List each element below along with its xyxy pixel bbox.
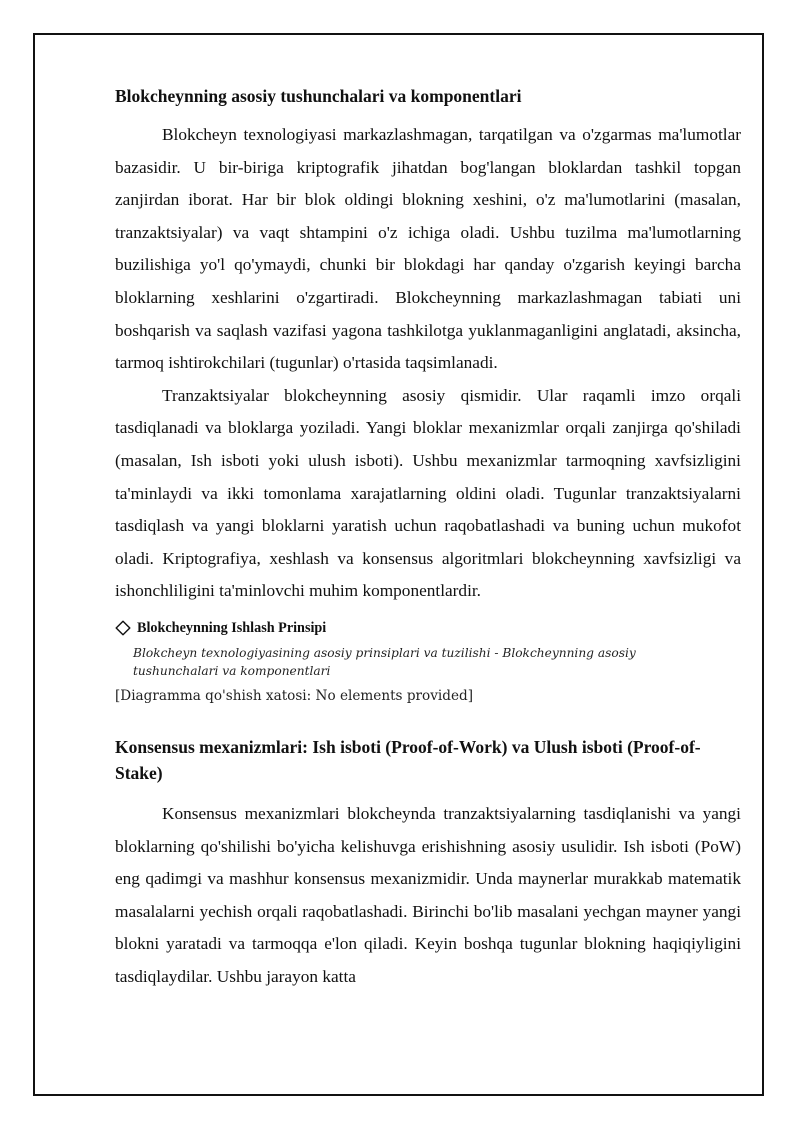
paragraph: Tranzaktsiyalar blokcheynning asosiy qismidir. Ular raqamli imzo orqali tasdiqlanadi va bloklarga yoziladi. Yangi bloklar mexanizmlar orqali zanjirga qo'shiladi (masalan, Ish isboti yoki ulush isboti). Ushbu mexanizmlar tarmoqning xavfsizligini ta'minlaydi va ikki tomonlama xarajatlarning oldini oladi. Tugunlar tranzaktsiyalarni tasdiqlash va yangi bloklarni yaratish uchun raqobatlashadi va buning uchun mukofot oladi. Kriptografiya, xeshlash va konsensus algoritmlari blokcheynning xavfsizligi va ishonchliligini ta'minlovchi muhim komponentlardir. [115, 385, 741, 601]
diagram-block [115, 618, 741, 706]
paragraph: Konsensus mexanizmlari blokcheynda tranzaktsiyalarning tasdiqlanishi va yangi bloklarning qo'shilishi bo'yicha kelishuvga erishishning asosiy usulidir. Ish isboti (PoW) eng qadimgi va mashhur konsensus mexanizmidir. Unda maynerlar murakkab matematik masalalarni yechish orqali raqobatlashadi. Birinchi bo'lib masalani yechgan mayner yangi blokni yaratadi va tarmoqqa e'lon qiladi. Keyin boshqa tugunlar blokning haqiqiyligini tasdiqlaydilar. Ushbu jarayon katta [115, 803, 741, 986]
diagram-title-text: Blokcheynning Ishlash Prinsipi [137, 619, 327, 636]
diagram-caption: Blokcheyn texnologiyasining asosiy prinsiplari va tuzilishi - Blokcheynning asosiy tushunchalari va komponentlari [133, 645, 636, 678]
section-heading: Konsensus mexanizmlari: Ish isboti (Proof-of-Work) va Ulush isboti (Proof-of-Stake) [115, 736, 701, 783]
document-body [115, 84, 741, 993]
diagram-title [115, 618, 741, 638]
diagram-error-text: [Diagramma qo'shish xatosi: No elements provided] [115, 687, 474, 704]
paragraph: Blokcheyn texnologiyasi markazlashmagan, tarqatilgan va o'zgarmas ma'lumotlar bazasidir. U bir-biriga kriptografik jihatdan bog'langan bloklardan tashkil topgan zanjirdan iborat. Har bir blok oldingi blokning xeshini, o'z ma'lumotlarini (masalan, tranzaktsiyalar) va vaqt shtampini o'z ichiga oladi. Ushbu tuzilma ma'lumotlarning buzilishiga yo'l qo'ymaydi, chunki bir blokdagi har qanday o'zgarish keyingi barcha bloklarning xeshlarini o'zgartiradi. Blokcheynning markazlashmagan tabiati uni boshqarish va saqlash vazifasi yagona tashkilotga yuklanmaganligini anglatadi, aksincha, tarmoq ishtirokchilari (tugunlar) o'rtasida taqsimlanadi. [115, 125, 741, 373]
section-heading: Blokcheynning asosiy tushunchalari va komponentlari [115, 86, 522, 106]
tag-icon [115, 620, 131, 636]
